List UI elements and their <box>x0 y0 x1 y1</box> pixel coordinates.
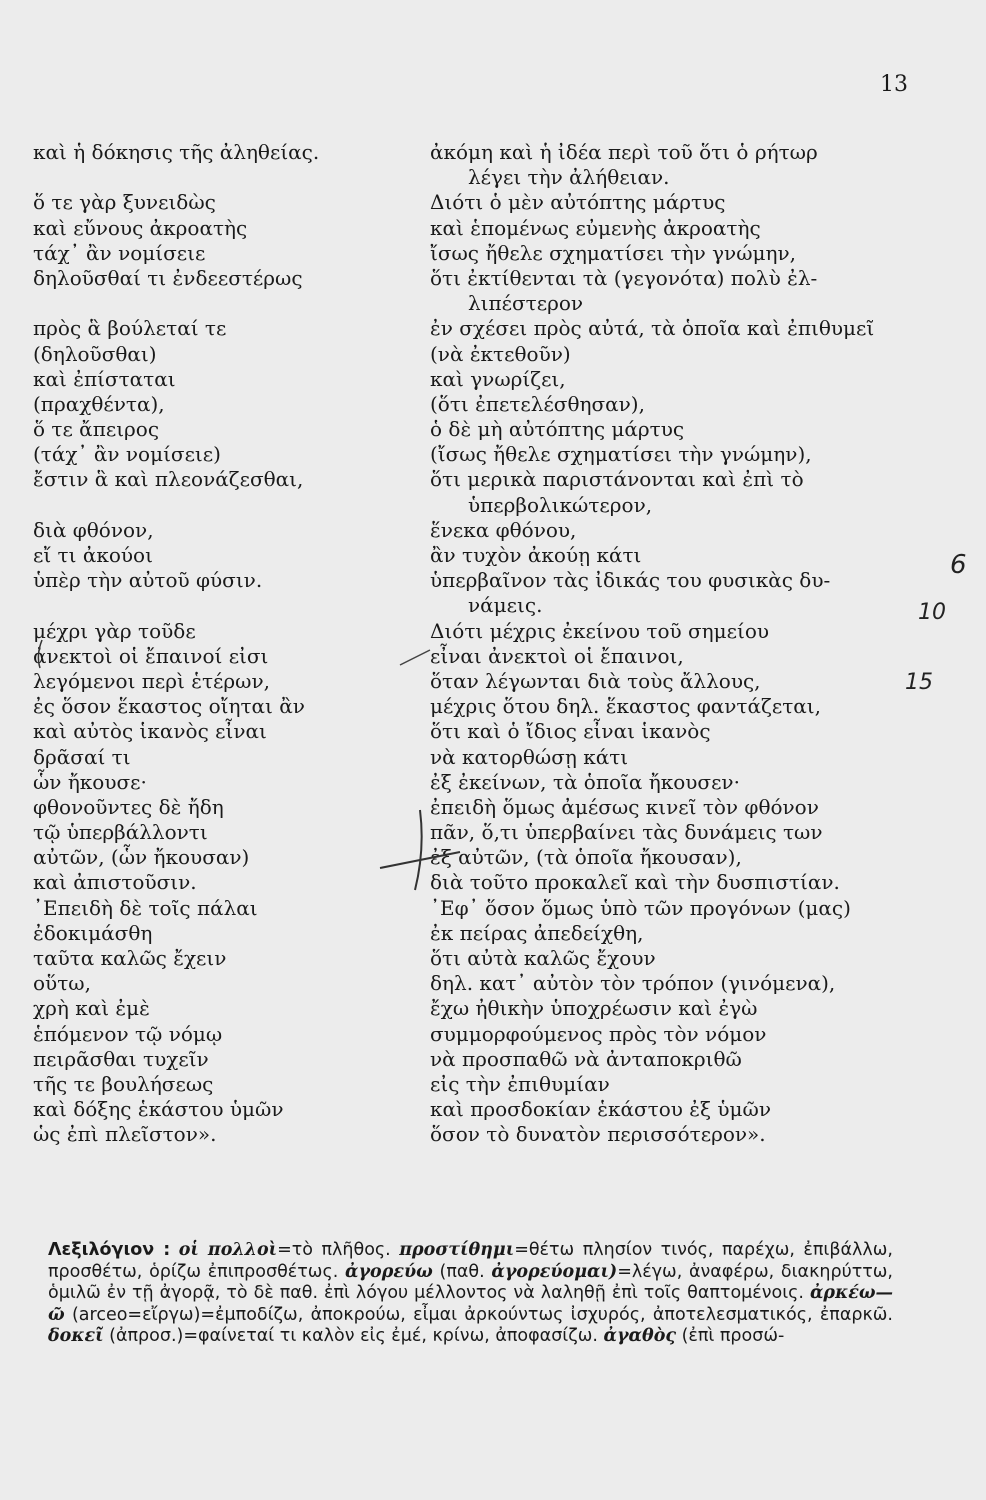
right-line: ὅταν λέγωνται διὰ τοὺς ἄλλους, <box>430 668 761 693</box>
left-line: τάχ᾽ ἂν νομίσειε <box>33 240 206 265</box>
left-line: ἔστιν ἃ καὶ πλεονάζεσθαι, <box>33 467 304 492</box>
margin-note: 15 <box>905 670 933 695</box>
glossary-definition: (παθ. <box>432 1261 492 1282</box>
right-line: ἀκόμη καὶ ἡ ἰδέα περὶ τοῦ ὅτι ὁ ρήτωρ <box>430 140 818 164</box>
glossary-definition: (arceo=εἴργω)=ἐμποδίζω, ἀποκρούω, εἶμαι ἀρκούντως ἰσχυρός, ἀποτελεσματικός, ἐπαρκῶ. <box>64 1304 893 1325</box>
right-line: συμμορφούμενος πρὸς τὸν νόμον <box>430 1021 767 1046</box>
right-line: καὶ προσδοκίαν ἑκάστου ἐξ ὑμῶν <box>430 1097 771 1122</box>
left-line: εἴ τι ἀκούοι <box>33 543 153 567</box>
left-line: ταῦτα καλῶς ἔχειν <box>33 946 227 970</box>
right-line: ἐξ αὐτῶν, (τὰ ὁποῖα ἤκουσαν), <box>430 845 742 870</box>
right-line: νὰ προσπαθῶ νὰ ἀνταποκριθῶ <box>430 1046 742 1071</box>
margin-note: 10 <box>918 600 946 625</box>
right-line: διὰ τοῦτο προκαλεῖ καὶ τὴν δυσπιστίαν. <box>430 870 840 895</box>
right-line: νάμεις. <box>468 593 543 618</box>
left-line: καὶ ἀπιστοῦσιν. <box>33 870 197 895</box>
left-line: καὶ αὐτὸς ἱκανὸς εἶναι <box>33 719 267 744</box>
left-line: καὶ ἐπίσταται <box>33 366 176 391</box>
left-line: ἀνεκτοὶ οἱ ἔπαινοί εἰσι <box>33 643 269 668</box>
glossary-definition: =θέτω πλησίον τινός, παρέχω, ἐπιβάλλω, προσθέτω, ὁρίζω ἐπιπροσθέτως. <box>48 1240 893 1282</box>
left-line: ἐς ὅσον ἕκαστος οἴηται ἂν <box>33 694 305 719</box>
glossary-term: δοκεῖ <box>48 1326 104 1346</box>
right-line: ἔχω ἠθικὴν ὑποχρέωσιν καὶ ἐγὼ <box>430 996 758 1021</box>
right-line: ἐπειδὴ ὅμως ἀμέσως κινεῖ τὸν φθόνον <box>430 794 819 819</box>
left-line: χρὴ καὶ ἐμὲ <box>33 996 150 1021</box>
left-line: καὶ εὔνους ἀκροατὴς <box>33 215 248 240</box>
glossary-definition: =λέγω, ἀναφέρω, διακηρύττω, ὁμιλῶ ἐν τῇ ἀγορᾷ, τὸ δὲ παθ. ἐπὶ λόγου μέλλοντος νὰ λαληθῇ ἐπὶ τοῖς θαπτομένοις. <box>48 1261 893 1303</box>
left-line: ᾿Επειδὴ δὲ τοῖς πάλαι <box>33 895 258 920</box>
left-line: ὑπὲρ τὴν αὐτοῦ φύσιν. <box>33 568 263 593</box>
right-line: Διότι μέχρις ἐκείνου τοῦ σημείου <box>430 618 770 643</box>
left-line: λεγόμενοι περὶ ἑτέρων, <box>33 668 270 693</box>
right-line: ὅσον τὸ δυνατὸν περισσότερον». <box>430 1122 766 1147</box>
glossary-term: ἀγορεύω <box>345 1261 433 1282</box>
left-line: πειρᾶσθαι τυχεῖν <box>33 1046 209 1071</box>
right-line: ὅτι ἐκτίθενται τὰ (γεγονότα) πολὺ ἐλ- <box>430 265 818 290</box>
right-line: μέχρις ὅτου δηλ. ἕκαστος φαντάζεται, <box>430 694 821 719</box>
left-line: πρὸς ἃ βούλεταί τε <box>33 316 227 341</box>
left-line: ἑπόμενον τῷ νόμῳ <box>33 1021 223 1046</box>
left-line: αὐτῶν, (ὧν ἤκουσαν) <box>33 845 250 870</box>
left-line: ὅ τε γὰρ ξυνειδὼς <box>33 190 216 215</box>
margin-note: 6 <box>950 550 967 580</box>
left-line: ἐδοκιμάσθη <box>33 920 153 945</box>
left-line: ὅ τε ἄπειρος <box>33 417 160 442</box>
right-line: πᾶν, ὅ,τι ὑπερβαίνει τὰς δυνάμεις των <box>430 820 823 845</box>
left-line: τῷ ὑπερβάλλοντι <box>33 820 208 845</box>
left-line: δρᾶσαί τι <box>33 744 131 769</box>
left-line: μέχρι γὰρ τοῦδε <box>33 618 196 643</box>
right-line: Διότι ὁ μὲν αὐτόπτης μάρτυς <box>430 190 726 215</box>
glossary-definition: (ἀπροσ.)=φαίνεταί τι καλὸν εἰς ἐμέ, κρίνω, ἀποφασίζω. <box>103 1326 604 1346</box>
right-line: (ὅτι ἐπετελέσθησαν), <box>430 391 645 416</box>
right-line: καὶ γνωρίζει, <box>430 366 566 391</box>
right-line: ἐκ πείρας ἀπεδείχθη, <box>430 920 644 945</box>
right-line: λέγει τὴν ἀλήθειαν. <box>468 165 670 190</box>
glossary-term: ἀρκέω—ῶ <box>48 1283 893 1325</box>
right-line: ἴσως ἤθελε σχηματίσει τὴν γνώμην, <box>430 240 796 265</box>
glossary-definition: (ἐπὶ προσώ- <box>676 1326 785 1346</box>
right-line: εἰς τὴν ἐπιθυμίαν <box>430 1071 610 1096</box>
right-line: ἐξ ἐκείνων, τὰ ὁποῖα ἤκουσεν· <box>430 769 740 794</box>
right-line: ἕνεκα φθόνου, <box>430 517 577 542</box>
glossary-term: προστίθημι <box>399 1240 515 1260</box>
right-line: καὶ ἑπομένως εὐμενὴς ἀκροατὴς <box>430 215 761 240</box>
right-line: ᾿Εφ᾽ ὅσον ὅμως ὑπὸ τῶν προγόνων (μας) <box>430 895 851 920</box>
left-line: τῆς τε βουλήσεως <box>33 1071 214 1096</box>
left-line: ὡς ἐπὶ πλεῖστον». <box>33 1122 217 1147</box>
right-line: λιπέστερον <box>468 291 584 316</box>
glossary-definition: =τὸ πλῆθος. <box>277 1240 400 1260</box>
page-number: 13 <box>880 72 908 97</box>
right-line: ὅτι μερικὰ παριστάνονται καὶ ἐπὶ τὸ <box>430 467 804 492</box>
right-line: ὁ δὲ μὴ αὐτόπτης μάρτυς <box>430 417 685 442</box>
glossary-heading: Λεξιλόγιον : <box>48 1240 171 1260</box>
left-line: (πραχθέντα), <box>33 391 165 416</box>
left-line: οὕτω, <box>33 971 91 996</box>
right-line: ὅτι καὶ ὁ ἴδιος εἶναι ἱκανὸς <box>430 719 711 744</box>
right-line: (νὰ ἐκτεθοῦν) <box>430 341 571 366</box>
left-line: καὶ δόξης ἑκάστου ὑμῶν <box>33 1097 284 1122</box>
right-line: νὰ κατορθώσῃ κάτι <box>430 744 629 769</box>
right-line: ὅτι αὐτὰ καλῶς ἔχουν <box>430 946 656 970</box>
left-line: ὧν ἤκουσε· <box>33 769 147 794</box>
right-line: δηλ. κατ᾽ αὐτὸν τὸν τρόπον (γινόμενα), <box>430 971 836 996</box>
left-line: διὰ φθόνον, <box>33 517 154 542</box>
glossary-term: ἀγαθὸς <box>603 1326 677 1346</box>
right-line: ἐν σχέσει πρὸς αὐτά, τὰ ὁποῖα καὶ ἐπιθυμεῖ <box>430 316 875 341</box>
right-line: εἶναι ἀνεκτοὶ οἱ ἔπαινοι, <box>430 643 684 668</box>
left-line: δηλοῦσθαί τι ἐνδεεστέρως <box>33 265 303 290</box>
right-line: ἂν τυχὸν ἀκούῃ κάτι <box>430 543 642 567</box>
left-line: καὶ ἡ δόκησις τῆς ἀληθείας. <box>33 140 320 164</box>
right-line: ὑπερβολικώτερον, <box>468 492 653 517</box>
glossary-term: οἱ πολλοὶ <box>178 1240 278 1260</box>
right-line: ὑπερβαῖνον τὰς ἰδικάς του φυσικὰς δυ- <box>430 568 831 593</box>
right-line: (ἴσως ἤθελε σχηματίσει τὴν γνώμην), <box>430 442 812 467</box>
left-line: (τάχ᾽ ἂν νομίσειε) <box>33 442 221 467</box>
left-line: φθονοῦντες δὲ ἤδη <box>33 794 224 819</box>
glossary-term: ἀγορεύομαι) <box>491 1261 618 1282</box>
left-line: (δηλοῦσθαι) <box>33 341 157 366</box>
